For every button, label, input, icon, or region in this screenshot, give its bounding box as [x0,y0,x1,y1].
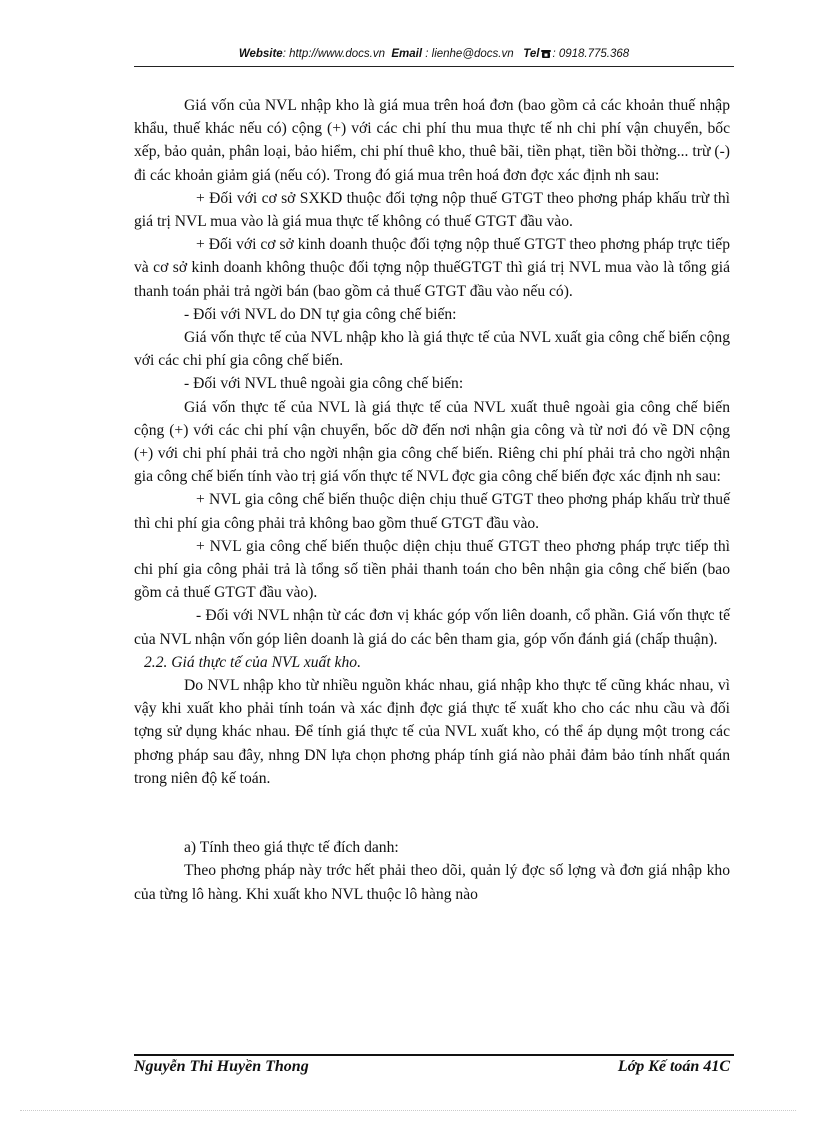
footer-class: Lớp Kế toán 41C [617,1058,730,1075]
paragraph: + NVL gia công chế biến thuộc diện chịu thuế GTGT theo phơng pháp khấu trừ thuế thì chi phí gia công phải trả không bao gồm thuế GTGT đầu vào. [134,491,730,532]
tel-number: : 0918.775.368 [552,48,630,60]
paragraph: Giá vốn của NVL nhập kho là giá mua trên hoá đơn (bao gồm cả các khoản thuế nhập khẩu, thuế khác nếu có) cộng (+) với các chi phí thu mua thực tế nh chi phí vận chuyển, bốc xếp, bảo quản, phân loại, bảo hiểm, chi phí thuê kho, thuê bãi, tiền phạt, tiền bồi thờng... trừ (-) đi các khoản giảm giá (nếu có). Trong đó giá mua trên hoá đơn đợc xác định nh sau: [134,97,730,184]
document-body [134,94,730,906]
website-url[interactable]: : http://www.docs.vn [282,48,385,60]
website-label: Website [238,48,283,60]
telephone-icon [541,49,551,58]
footer-author: Nguyễn Thi Huyền Thong [134,1058,309,1075]
paragraph: Do NVL nhập kho từ nhiều nguồn khác nhau, giá nhập kho thực tế cũng khác nhau, vì vậy khi xuất kho phải tính toán và xác định đợc giá thực tế xuất kho cho các nhu cầu và đối tợng sử dụng khác nhau. Để tính giá thực tế của NVL xuất kho, có thể áp dụng một trong các phơng pháp sau đây, nhng DN lựa chọn phơng pháp tính giá nào phải đảm bảo tính nhất quán trong niên độ kế toán. [134,677,730,787]
paragraph: Theo phơng pháp này trớc hết phải theo dõi, quản lý đợc số lợng và đơn giá nhập kho của từng lô hàng. Khi xuất kho NVL thuộc lô hàng nào [134,862,730,903]
subsection-heading: a) Tính theo giá thực tế đích danh: [184,839,399,857]
section-heading: 2.2. Giá thực tế của NVL xuất kho. [144,653,361,671]
page-header [134,48,734,60]
page-bottom-border [20,1110,796,1111]
email-address[interactable]: : lienhe@docs.vn [425,48,514,60]
paragraph: + Đối với cơ sở SXKD thuộc đối tợng nộp thuế GTGT theo phơng pháp khấu trừ thì giá trị NVL mua vào là giá mua thực tế không có thuế GTGT đầu vào. [134,189,730,231]
header-divider [134,66,734,67]
paragraph: - Đối với NVL nhận từ các đơn vị khác góp vốn liên doanh, cổ phần. Giá vốn thực tế của NVL nhận vốn góp liên doanh là giá do các bên tham gia, góp vốn đánh giá (chấp thuận). [134,607,730,648]
email-label: Email [391,48,423,60]
footer-divider [134,1054,734,1056]
tel-label: Tel [523,48,540,60]
paragraph: - Đối với NVL do DN tự gia công chế biến: [184,305,457,323]
paragraph: + Đối với cơ sở kinh doanh thuộc đối tợng nộp thuế GTGT theo phơng pháp trực tiếp và cơ sở kinh doanh không thuộc đối tợng nộp thuếGTGT thì giá trị NVL mua vào là tổng giá thanh toán phải trả ngời bán (bao gồm cả thuế GTGT đầu vào nếu có). [134,236,730,300]
paragraph: + NVL gia công chế biến thuộc diện chịu thuế GTGT theo phơng pháp trực tiếp thì chi phí gia công phải trả là tổng số tiền phải thanh toán cho bên nhận gia công chế biến (bao gồm cả thuế GTGT đầu vào). [134,537,730,602]
spacer [134,790,730,836]
paragraph: - Đối với NVL thuê ngoài gia công chế biến: [184,375,464,393]
paragraph: Giá vốn thực tế của NVL là giá thực tế của NVL xuất thuê ngoài gia công chế biến cộng (+) với các chi phí vận chuyển, bốc dỡ đến nơi nhận gia công và từ nơi đó về DN cộng (+) với chi phí phải trả cho ngời nhận gia công chế biến. Riêng chi phí phải trả cho ngời nhận gia công chế biến tính vào trị giá vốn thực tế NVL đợc gia công chế biến đợc xác định nh sau: [134,398,730,486]
paragraph: Giá vốn thực tế của NVL nhập kho là giá thực tế của NVL xuất gia công chế biến cộng với các chi phí gia công chế biến. [134,329,730,370]
